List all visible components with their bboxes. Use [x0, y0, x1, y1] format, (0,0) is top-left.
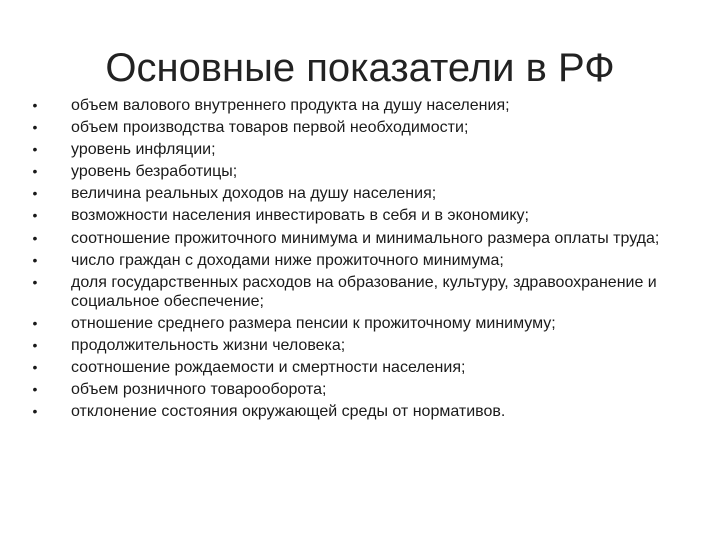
list-item-text: отклонение состояния окружающей среды от нормативов.: [71, 403, 506, 421]
list-item-text: уровень инфляции;: [71, 141, 216, 159]
list-item-text: объем розничного товарооборота;: [71, 381, 327, 399]
list-item-text: доля государственных расходов на образование, культуру, здравоохранение и социальное обеспечение;: [71, 273, 657, 310]
list-item: [28, 314, 688, 333]
list-item: [28, 251, 688, 270]
bullet-icon: •: [32, 185, 38, 202]
slide-title: Основные показатели в РФ: [105, 46, 615, 90]
list-item-text: величина реальных доходов на душу населения;: [71, 185, 437, 203]
bullet-icon: •: [32, 141, 38, 158]
bullet-icon: •: [32, 97, 38, 113]
list-item: [28, 380, 688, 399]
bullet-icon: •: [32, 119, 38, 136]
bullet-icon: •: [32, 314, 38, 331]
bullet-icon: •: [32, 273, 38, 290]
bullet-icon: •: [32, 403, 38, 420]
list-item-text: объем валового внутреннего продукта на душу населения;: [71, 97, 510, 114]
list-item: [28, 206, 688, 225]
list-item: [28, 336, 688, 355]
list-item-text: продолжительность жизни человека;: [71, 336, 346, 354]
list-item-text: соотношение рождаемости и смертности населения;: [71, 359, 466, 377]
indicator-list: [28, 96, 688, 424]
list-item: [28, 184, 688, 203]
list-item-text: возможности населения инвестировать в себя и в экономику;: [71, 207, 529, 225]
bullet-icon: •: [32, 336, 38, 353]
list-item: [28, 162, 688, 181]
list-item: [28, 140, 688, 159]
list-item-text: объем производства товаров первой необходимости;: [71, 119, 469, 137]
bullet-icon: •: [32, 381, 38, 398]
list-item: [28, 273, 688, 311]
list-item-text: число граждан с доходами ниже прожиточного минимума;: [71, 251, 504, 269]
list-item: [28, 402, 688, 421]
bullet-icon: •: [32, 359, 38, 376]
bullet-icon: •: [32, 207, 38, 224]
list-item-text: отношение среднего размера пенсии к прожиточному минимуму;: [71, 314, 556, 332]
list-item-text: уровень безработицы;: [71, 163, 238, 181]
bullet-icon: •: [32, 163, 38, 180]
list-item: [28, 96, 688, 115]
list-item: [28, 229, 688, 248]
list-item-text: соотношение прожиточного минимума и минимального размера оплаты труда;: [71, 229, 660, 247]
bullet-icon: •: [32, 251, 38, 268]
list-item: [28, 118, 688, 137]
list-item: [28, 358, 688, 377]
bullet-icon: •: [32, 229, 38, 246]
